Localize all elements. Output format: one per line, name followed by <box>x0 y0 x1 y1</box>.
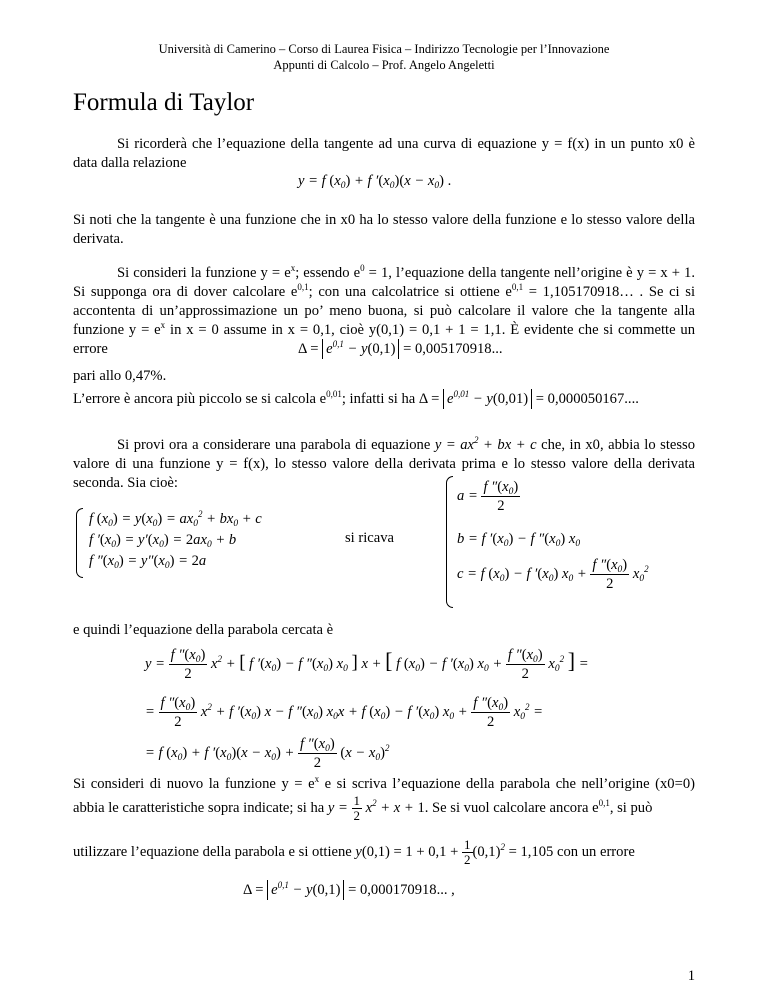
system-brace-right <box>446 476 453 608</box>
text-segment: Si provi ora a considerare una parabola di equazione <box>117 437 431 453</box>
paragraph-tangent-intro: Si ricorderà che l’equazione della tangente ad una curva di equazione y = f(x) in un punto x0 è data dalla relazione <box>73 136 695 171</box>
error-value-3: 0,000170918... , <box>359 882 455 898</box>
text-segment: ; essendo e <box>295 265 361 281</box>
superscript: 0,01 <box>326 389 342 399</box>
paragraph-parabola-result: e quindi l’equazione della parabola cercata è <box>73 622 334 638</box>
solution-c: c = f $(x_0) - f$ $'(x_0) x_0$ + $\frac{f ''(x_0)}{2}$ $x_0^2$ <box>457 557 649 592</box>
solution-b: b = f $'(x_0) - f$ $''(x_0)$ $x_0$ <box>457 531 581 549</box>
text-segment: e si scriva l’equazione della parabola che nell’origine (x0=0) abbia le caratteristiche sopra indicate; si ha <box>73 776 695 816</box>
text-segment: che, in x0, abbia lo stesso valore di una funzione y = f(x), lo stesso valore della derivata prima e lo stesso valore della derivata seconda. Sia cioè: <box>73 437 696 491</box>
equation-parabola-line-3: = f $(x_0) + f$ $'(x_0)(x - x_0)$ + $\frac{f ''(x_0)}{2}$ $(x - x_0)^2$ <box>145 736 390 771</box>
equation-parabola-line-1: y = $\frac{f ''(x_0)}{2}$ $x^2$ + [ f $'(x_0) - f$ $''(x_0)$ $x_0$ ] x + [ f $(x_0) - f$ $'(x_0) x_0$ + $\frac{f ''(x_0)}{2}$ $x_0^2$ ] = <box>145 647 589 682</box>
equation-error-3: $\Delta = e^{0,1} - y(0,1) = 0,000170918$... , <box>243 880 455 898</box>
text-segment: L’errore è ancora più piccolo se si calcola e <box>73 391 327 407</box>
text-segment: in x = 0 assume in x = 0,1, cioè y(0,1) = 0,1 + 1 = 1,1. È evidente che si commette un errore <box>73 322 695 357</box>
equation-error-1: $\Delta = e^{0,1} - y(0,1) = 0,005170918$... <box>298 339 503 357</box>
text-segment: utilizzare l’equazione della parabola e si ottiene <box>73 843 352 860</box>
text-segment: Si consideri la funzione y = e <box>117 265 291 281</box>
paragraph-exponential-parabola: Si consideri di nuovo la funzione $y = e^x$ e si scriva l’equazione della parabola che nell’origine (x0=0) abbia le caratteristiche sopra indicate; si ha y = $\frac{1}{2}$ $x^2 + x + 1$. Se si vuol calcolare ancora $e^{0,1}$, si può <box>73 774 695 823</box>
page-number: 1 <box>687 968 695 984</box>
text-segment: = 1,105170918… . Se ci si accontenta di un’approssimazione un po’ meno buona, si può calcolare il valore che la tangente alla funzione y = e <box>73 284 695 338</box>
paragraph-parabola-intro: Si provi ora a considerare una parabola di equazione $y = ax^2$ + bx + c che, in x0, abbia lo stesso valore di una funzione y = f(x), lo stesso valore della derivata prima e lo stesso valore della derivata seconda. Sia cioè: <box>73 435 696 491</box>
section-title: Formula di Taylor <box>73 89 255 116</box>
superscript: x <box>290 263 296 273</box>
header-line-1: Università di Camerino – Corso di Laurea Fisica – Indirizzo Tecnologie per l’Innovazione <box>158 42 610 56</box>
superscript: 0 <box>360 263 365 273</box>
paragraph-smaller-error: L’errore è ancora più piccolo se si calcola $e^{0,01}$; infatti si ha $\Delta = e^{0,01} - y(0,01) = 0,000050167$.... <box>73 389 639 407</box>
parabola-value: 1,105 <box>520 843 554 860</box>
paragraph-parabola-approx: utilizzare l’equazione della parabola e si ottiene y(0,1) = 1 + 0,1 + $\frac{1}{2}$ $(0,1)^2 = 1,105$ con un errore <box>73 837 635 867</box>
text-segment: , si può <box>609 799 653 816</box>
equation-tangent: y = f $(x_0) + f$ $'(x_0)(x - x_0)$ . <box>298 173 452 191</box>
superscript: 0,1 <box>332 339 344 349</box>
text-segment: . Se si vuol calcolare ancora e <box>424 799 599 816</box>
system-conditions: f $(x_0) = y(x_0) = ax_0^2 + bx_0 + c$ f $'(x_0) = y'(x_0) = 2ax_0 + b$ f $''(x_0) = y''(x_0) = 2a$ <box>89 509 262 571</box>
superscript: 0,1 <box>511 282 524 292</box>
superscript: x <box>160 320 166 330</box>
text-si-ricava: si ricava <box>345 530 395 546</box>
paragraph-tangent-note: Si noti che la tangente è una funzione che in x0 ha lo stesso valore della funzione e lo stesso valore della derivata. <box>73 212 695 247</box>
superscript: x <box>314 774 320 784</box>
error-value-2: 0,000050167.... <box>547 391 639 407</box>
text-segment: = 1, l’equazione della tangente nell’origine è y = x + 1. Si supponga ora di dover calcolare e <box>73 265 696 300</box>
solution-a: a = $\frac{f ''(x_0)}{2}$ <box>457 479 519 514</box>
error-value-1: 0,005170918... <box>414 341 503 357</box>
paragraph-percent: pari allo 0,47%. <box>73 368 167 384</box>
superscript: 0,01 <box>453 389 470 399</box>
text-segment: ; infatti si ha <box>341 391 416 407</box>
header-line-2: Appunti di Calcolo – Prof. Angelo Angeletti <box>273 58 495 72</box>
system-brace-left <box>76 508 83 578</box>
superscript: 0,1 <box>598 797 610 808</box>
text-segment: Si consideri di nuovo la funzione y = e <box>73 776 315 792</box>
equation-parabola-line-2: = $\frac{f ''(x_0)}{2}$ $x^2 + f$ $'(x_0) x - f$ $''(x_0) x_0x + f$ $(x_0) - f$ $'(x_0) x_0$ + $\frac{f ''(x_0)}{2}$ $x_0^2$ = <box>145 695 543 730</box>
text-segment: con un errore <box>557 843 635 860</box>
text-segment: ; con una calcolatrice si ottiene e <box>308 284 512 300</box>
superscript: 0,1 <box>297 282 309 292</box>
superscript: 0,1 <box>277 880 289 890</box>
